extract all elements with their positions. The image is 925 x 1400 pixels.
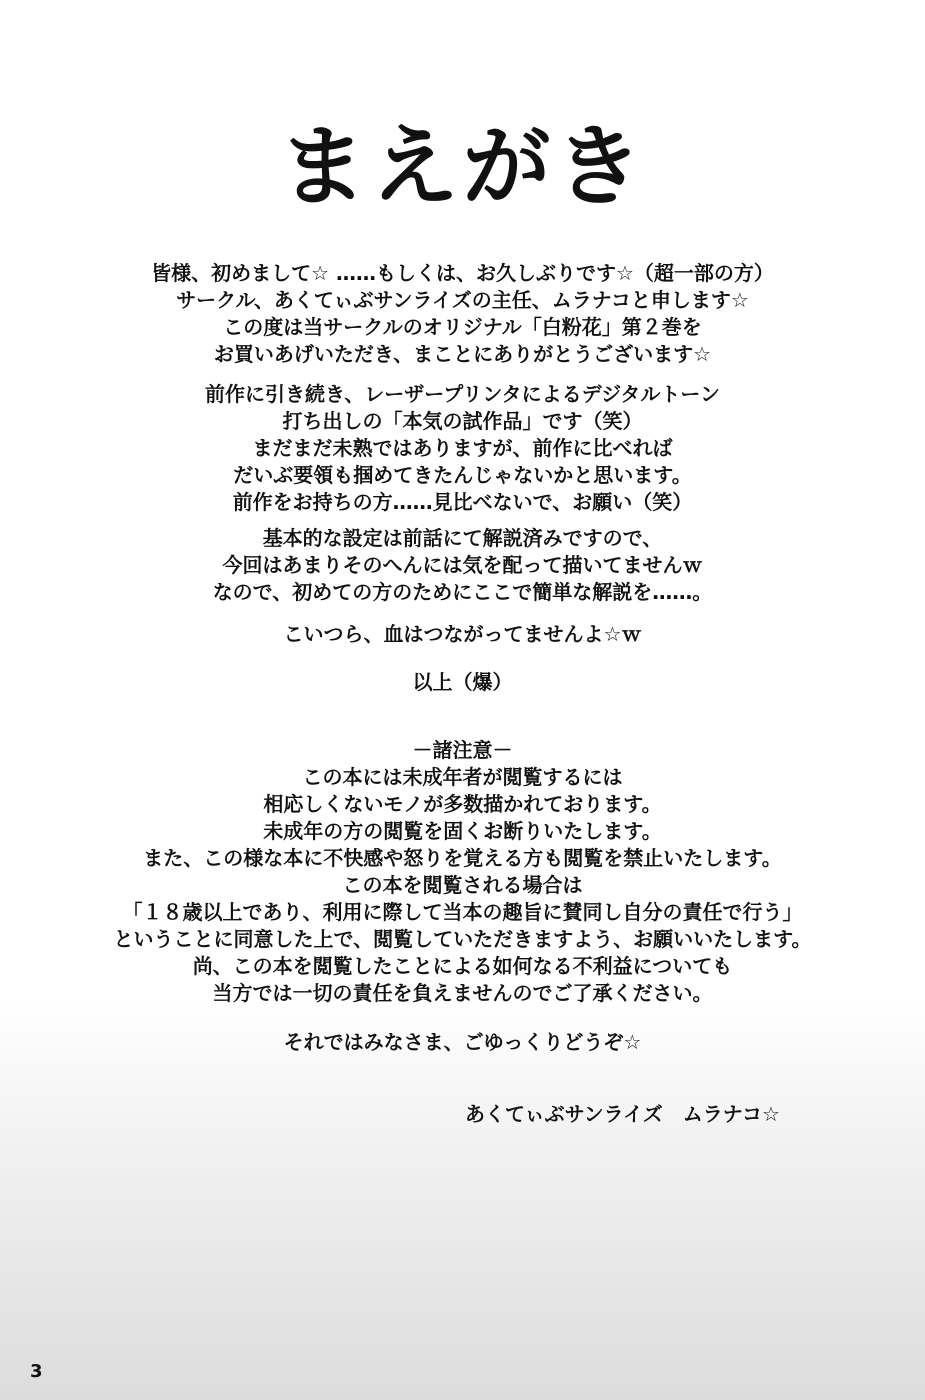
text-line: 打ち出しの「本気の試作品」です（笑）: [282, 409, 643, 433]
text-line: こいつら、血はつながってませんよ☆ｗ: [283, 622, 642, 646]
text-line: まだまだ未熟ではありますが、前作に比べれば: [252, 436, 673, 460]
text-line: お買いあげいただき、まことにありがとうございます☆: [213, 342, 712, 366]
text-line: 「１８歳以上であり、利用に際して当本の趣旨に賛同し自分の責任で行う」: [122, 900, 803, 924]
text-line: 基本的な設定は前話にて解説済みですので、: [262, 526, 663, 550]
page-title: まえがき: [278, 115, 647, 218]
text-line: 当方では一切の責任を負えませんのでご了承ください。: [212, 981, 713, 1005]
text-line: サークル、あくてぃぶサンライズの主任、ムラナコと申します☆: [176, 288, 749, 312]
setting-paragraph: [0, 525, 925, 606]
text-line: 今回はあまりそのへんには気を配って描いてませんｗ: [222, 553, 703, 577]
text-line: 未成年の方の閲覧を固くお断りいたします。: [263, 819, 662, 843]
text-line: この度は当サークルのオリジナル「白粉花」第２巻を: [223, 315, 702, 339]
text-line: それではみなさま、ごゆっくりどうぞ☆: [283, 1030, 642, 1054]
text-line: なので、初めての方のためにここで簡単な解説を……。: [212, 580, 713, 604]
end-note-line: [0, 669, 925, 696]
closing-line: [0, 1029, 925, 1056]
text-line: 皆様、初めまして☆ ……もしくは、お久しぶりです☆（超一部の方）: [151, 261, 774, 285]
text-line: この本を閲覧される場合は: [342, 873, 583, 897]
intro-paragraph: [0, 260, 925, 368]
text-line: また、この様な本に不快感や怒りを覚える方も閲覧を禁止いたします。: [143, 846, 782, 870]
text-line: 尚、この本を閲覧したことによる如何なる不利益についても: [192, 954, 733, 978]
author-signature: あくてぃぶサンライズ ムラナコ☆: [465, 1102, 780, 1126]
text-line: 前作をお持ちの方……見比べないで、お願い（笑）: [232, 490, 693, 514]
page-number: 3: [30, 1361, 43, 1382]
notice-heading: －諸注意－: [412, 738, 513, 762]
explanation-line: [0, 621, 925, 648]
text-line: 前作に引き続き、レーザープリンタによるデジタルトーン: [205, 382, 720, 406]
text-line: 以上（爆）: [412, 670, 513, 694]
printing-paragraph: [0, 381, 925, 516]
text-line: だいぶ要領も掴めてきたんじゃないかと思います。: [233, 463, 692, 487]
text-line: この本には未成年者が閲覧するには: [302, 765, 623, 789]
notice-section: [0, 737, 925, 1007]
text-line: ということに同意した上で、閲覧していただきますよう、お願いいたします。: [113, 927, 812, 951]
text-line: 相応しくないモノが多数描かれております。: [263, 792, 662, 816]
